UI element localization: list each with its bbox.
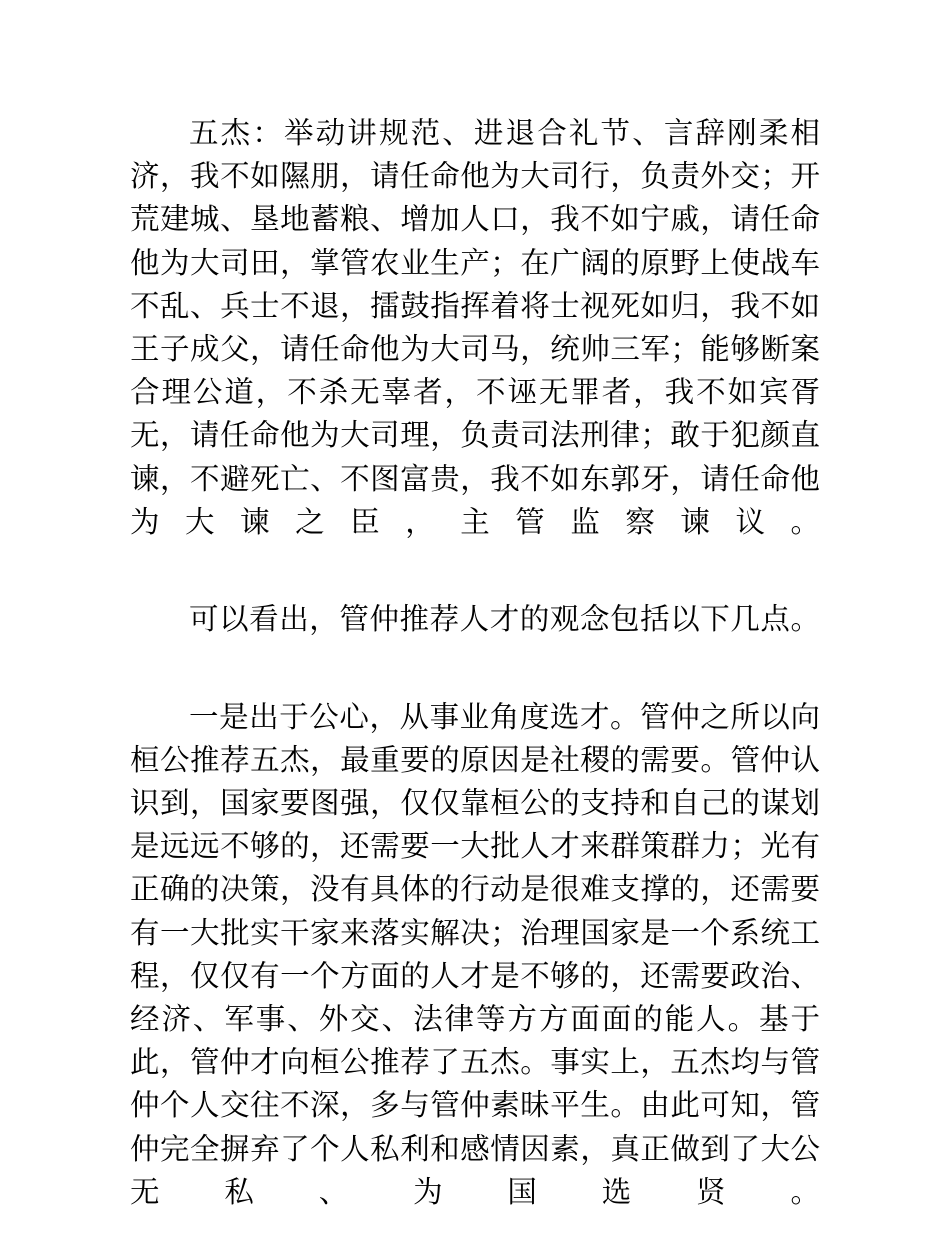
paragraph-2: 可以看出，管仲推荐人才的观念包括以下几点。 [189,602,820,637]
paragraph-1: 五杰：举动讲规范、进退合礼节、言辞刚柔相济，我不如隰朋，请任命他为大司行，负责外交；开荒建城、垦地蓄粮、增加人口，我不如宁戚，请任命他为大司田，掌管农业生产；在广阔的原野上使战车不乱、兵士不退，擂鼓指挥着将士视死如归，我不如王子成父，请任命他为大司马，统帅三军；能够断案合理公道，不杀无辜者，不诬无罪者，我不如宾胥无，请任命他为大司理，负责司法刑律；敢于犯颜直谏，不避死亡、不图富贵，我不如东郭牙，请任命他为大谏之臣，主管监察谏议。 [130,116,820,539]
paragraph-3: 一是出于公心，从事业角度选才。管仲之所以向桓公推荐五杰，最重要的原因是社稷的需要。管仲认识到，国家要图强，仅仅靠桓公的支持和自己的谋划是远远不够的，还需要一大批人才来群策群力；光有正确的决策，没有具体的行动是很难支撑的，还需要有一大批实干家来落实解决；治理国家是一个系统工程，仅仅有一个方面的人才是不够的，还需要政治、经济、军事、外交、法律等方方面面的能人。基于此，管仲才向桓公推荐了五杰。事实上，五杰均与管仲个人交往不深，多与管仲素昧平生。由此可知，管仲完全摒弃了个人私利和感情因素，真正做到了大公无私、为国选贤。 [130,699,820,1209]
document-text-body [130,112,820,1257]
